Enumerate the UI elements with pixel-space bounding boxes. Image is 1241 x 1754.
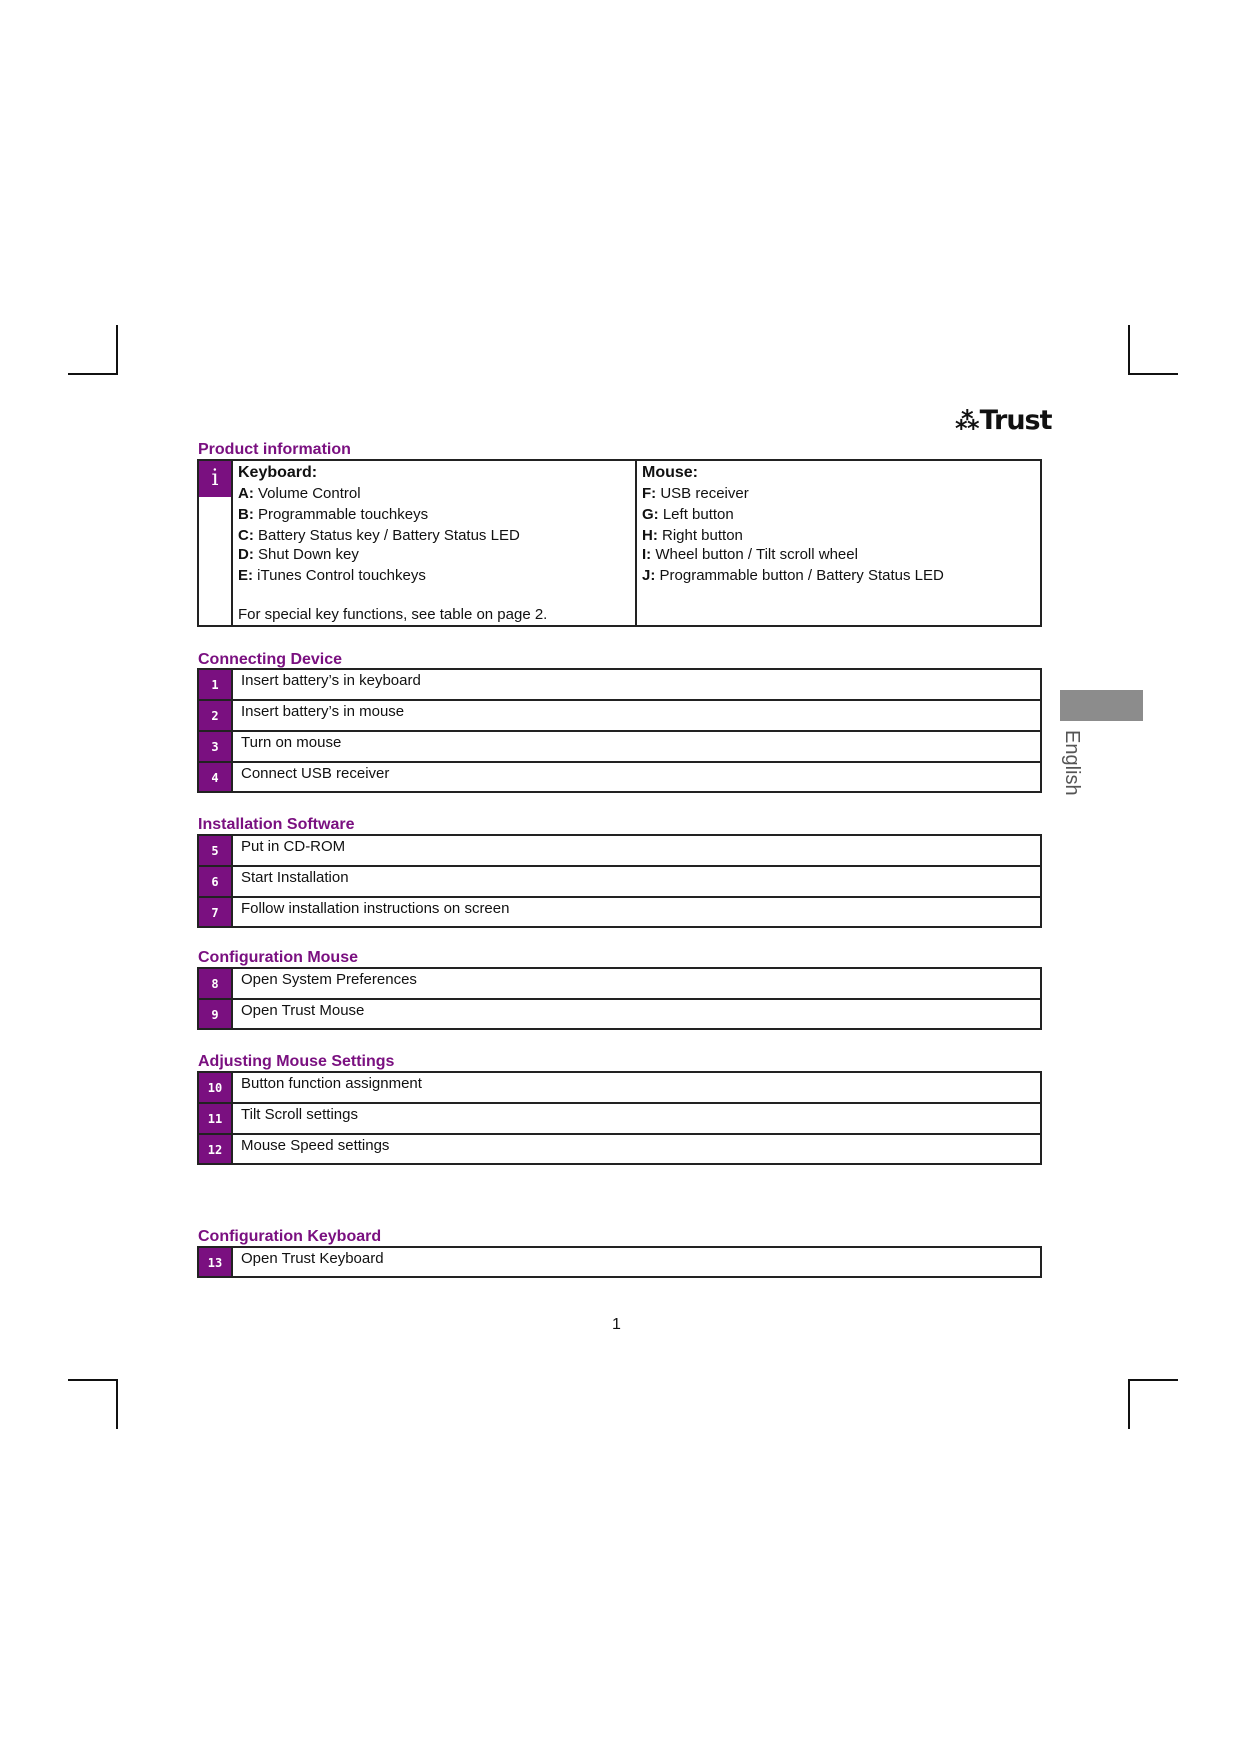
step-row	[197, 730, 1042, 761]
step-text: Tilt Scroll settings	[241, 1106, 358, 1123]
configuration-mouse-title: Configuration Mouse	[198, 949, 358, 966]
page-number: 1	[612, 1316, 621, 1333]
step-number: 3	[199, 732, 233, 761]
installation-software-title: Installation Software	[198, 816, 355, 833]
step-text: Button function assignment	[241, 1075, 422, 1092]
configuration-mouse-steps	[197, 967, 1042, 1030]
keyboard-item: C: Battery Status key / Battery Status LED	[238, 527, 520, 544]
step-number: 13	[199, 1248, 233, 1276]
trust-logo-icon: ⁂	[955, 407, 979, 435]
step-row	[197, 1102, 1042, 1133]
step-row	[197, 865, 1042, 896]
crop-mark	[68, 1379, 118, 1381]
step-number: 1	[199, 670, 233, 699]
crop-mark	[1128, 1379, 1178, 1381]
keyboard-item: E: iTunes Control touchkeys	[238, 567, 426, 584]
step-row	[197, 1071, 1042, 1102]
language-tab	[1060, 690, 1143, 721]
mouse-item: H: Right button	[642, 527, 743, 544]
mouse-heading: Mouse:	[642, 464, 698, 481]
product-info-title: Product information	[198, 441, 351, 458]
keyboard-column	[233, 461, 637, 625]
step-row	[197, 699, 1042, 730]
step-number: 10	[199, 1073, 233, 1102]
step-number: 4	[199, 763, 233, 791]
step-row	[197, 1133, 1042, 1165]
step-number: 2	[199, 701, 233, 730]
step-text: Start Installation	[241, 869, 349, 886]
step-row	[197, 998, 1042, 1030]
step-number: 12	[199, 1135, 233, 1163]
crop-mark	[116, 325, 118, 375]
logo-text: Trust	[979, 405, 1052, 436]
step-text: Insert battery’s in mouse	[241, 703, 405, 720]
step-row	[197, 967, 1042, 998]
crop-mark	[68, 373, 118, 375]
step-number: 6	[199, 867, 233, 896]
step-number: 9	[199, 1000, 233, 1028]
keyboard-item: B: Programmable touchkeys	[238, 506, 429, 523]
product-info-box	[197, 459, 1042, 627]
crop-mark	[116, 1379, 118, 1429]
step-text: Open Trust Mouse	[241, 1002, 365, 1019]
step-text: Connect USB receiver	[241, 765, 390, 782]
connecting-device-steps	[197, 668, 1042, 793]
mouse-item: G: Left button	[642, 506, 734, 523]
step-number: 5	[199, 836, 233, 865]
connecting-device-title: Connecting Device	[198, 651, 343, 668]
step-row	[197, 668, 1042, 699]
step-text: Open System Preferences	[241, 971, 417, 988]
configuration-keyboard-steps	[197, 1246, 1042, 1278]
step-row	[197, 896, 1042, 928]
step-text: Mouse Speed settings	[241, 1137, 390, 1154]
step-text: Put in CD-ROM	[241, 838, 346, 855]
crop-mark	[1128, 373, 1178, 375]
step-text: Insert battery’s in keyboard	[241, 672, 421, 689]
step-number: 7	[199, 898, 233, 926]
crop-mark	[1128, 325, 1130, 375]
mouse-item: I: Wheel button / Tilt scroll wheel	[642, 546, 858, 563]
step-text: Follow installation instructions on screen	[241, 900, 510, 917]
keyboard-heading: Keyboard:	[238, 464, 318, 481]
configuration-keyboard-title: Configuration Keyboard	[198, 1228, 382, 1245]
step-number: 11	[199, 1104, 233, 1133]
crop-mark	[1128, 1379, 1130, 1429]
keyboard-item: A: Volume Control	[238, 485, 361, 502]
step-text: Turn on mouse	[241, 734, 342, 751]
adjusting-mouse-settings-steps	[197, 1071, 1042, 1165]
info-icon: i	[199, 461, 231, 497]
installation-software-steps	[197, 834, 1042, 928]
mouse-column	[637, 461, 1040, 628]
keyboard-item: D: Shut Down key	[238, 546, 359, 563]
step-row	[197, 761, 1042, 793]
adjusting-mouse-settings-title: Adjusting Mouse Settings	[198, 1053, 395, 1070]
step-text: Open Trust Keyboard	[241, 1250, 384, 1267]
step-number: 8	[199, 969, 233, 998]
trust-logo	[955, 405, 1052, 436]
language-label: English	[1061, 730, 1083, 796]
mouse-item: J: Programmable button / Battery Status LED	[642, 567, 944, 584]
mouse-item: F: USB receiver	[642, 485, 749, 502]
step-row	[197, 1246, 1042, 1278]
step-row	[197, 834, 1042, 865]
info-column	[199, 461, 233, 625]
special-keys-note: For special key functions, see table on page 2.	[238, 606, 548, 623]
